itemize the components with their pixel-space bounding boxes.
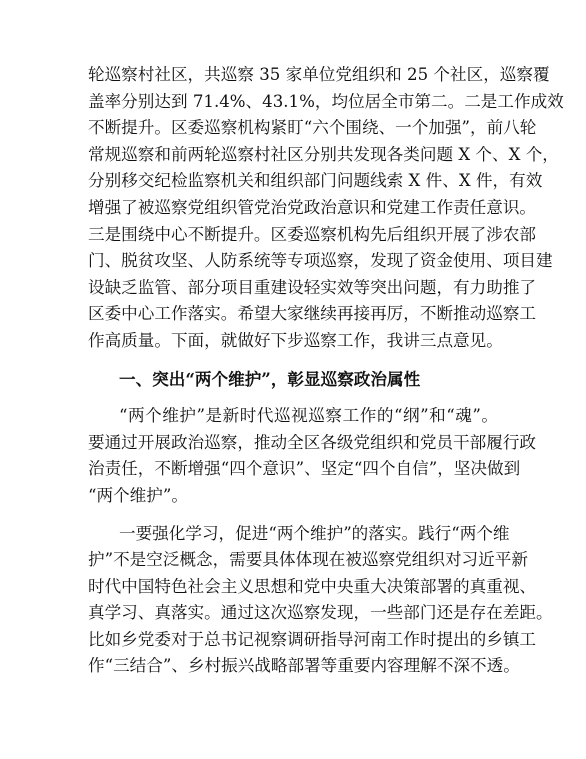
text-line: 治责任，不断增强“四个意识”、坚定“四个自信”，坚决做到 (88, 459, 521, 479)
text-line: 设缺乏监管、部分项目重建设轻实效等突出问题，有力助推了 (88, 277, 537, 297)
paragraph (88, 521, 553, 681)
paragraph (88, 403, 537, 509)
paragraph (88, 62, 564, 355)
text-line: 门、脱贫攻坚、人防系统等专项巡察，发现了资金使用、项目建 (88, 251, 553, 271)
text-line: “两个维护”是新时代巡视巡察工作的“纲”和“魂”。 (119, 406, 498, 426)
text-line: 真学习、真落实。通过这次巡察发现，一些部门还是存在差距。 (88, 603, 553, 623)
text-line: 护”不是空泛概念，需要具体体现在被巡察党组织对习近平新 (88, 550, 528, 570)
text-line: 增强了被巡察党组织管党治党政治意识和党建工作责任意识。 (88, 197, 537, 217)
text-line: 作高质量。下面，就做好下步巡察工作，我讲三点意见。 (88, 330, 503, 350)
text-line: 比如乡党委对于总书记视察调研指导河南工作时提出的乡镇工 (88, 629, 537, 649)
text-line: 要通过开展政治巡察，推动全区各级党组织和党员干部履行政 (88, 432, 537, 452)
text-line: 盖率分别达到 71.4%、43.1%，均位居全市第二。二是工作成效 (88, 91, 564, 111)
text-line: 时代中国特色社会主义思想和党中央重大决策部署的真重视、 (88, 576, 537, 596)
text-line: 作“三结合”、乡村振兴战略部署等重要内容理解不深不透。 (88, 656, 520, 676)
text-line: 区委中心工作落实。希望大家继续再接再厉，不断推动巡察工 (88, 304, 537, 324)
document-body (88, 62, 564, 680)
text-line: 轮巡察村社区，共巡察 35 家单位党组织和 25 个社区，巡察覆 (88, 65, 550, 84)
text-line: 三是围绕中心不断提升。区委巡察机构先后组织开展了涉农部 (88, 224, 537, 244)
text-line: 一要强化学习，促进“两个维护”的落实。践行“两个维 (119, 523, 510, 543)
text-line: “两个维护”。 (88, 485, 188, 505)
text-line: 不断提升。区委巡察机构紧盯“六个围绕、一个加强”，前八轮 (88, 118, 537, 138)
heading-text: 一、突出“两个维护”，彰显巡察政治属性 (119, 368, 421, 389)
text-line: 分别移交纪检监察机关和组织部门问题线索 X 件、X 件，有效 (88, 171, 543, 191)
section-heading (88, 366, 498, 393)
text-line: 常规巡察和前两轮巡察村社区分别共发现各类问题 X 个、X 个， (88, 144, 559, 164)
